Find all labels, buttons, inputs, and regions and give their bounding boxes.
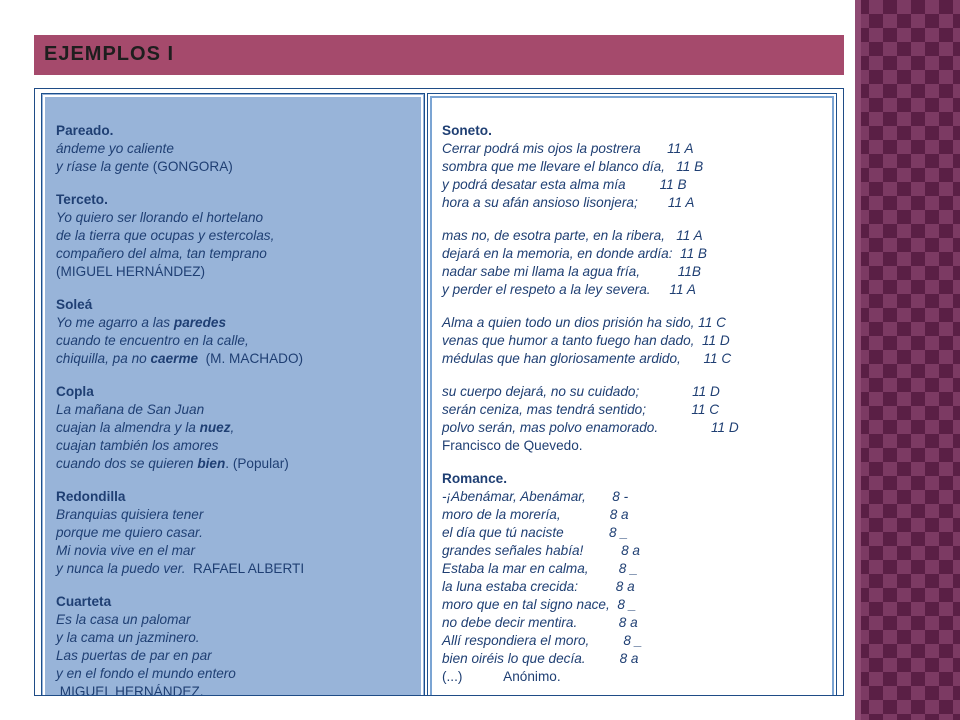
verse-line (442, 542, 830, 560)
stanza (56, 383, 418, 473)
verse-line (56, 158, 418, 176)
verse-segment: cuando te encuentro en la calle, (56, 333, 249, 348)
verse-segment: nadar sabe mi llama la agua fría, 11B (442, 264, 701, 279)
verse-line (56, 401, 418, 419)
verse-line (442, 419, 830, 437)
verse-segment: serán ceniza, mas tendrá sentido; 11 C (442, 402, 720, 417)
verse-segment: compañero del alma, tan temprano (56, 246, 267, 261)
verse-segment: sombra que me llevare el blanco día, 11 B (442, 159, 704, 174)
stanza-heading: Soneto. (442, 123, 492, 138)
stanza (56, 593, 418, 696)
verse-segment: Es la casa un palomar (56, 612, 191, 627)
emphasized-word: nuez (199, 420, 231, 435)
verse-line (442, 194, 830, 212)
stanza (442, 314, 830, 368)
verse-segment: su cuerpo dejará, no su cuidado; 11 D (442, 384, 720, 399)
verse-segment: cuando dos se quieren (56, 456, 198, 471)
stanza (56, 488, 418, 578)
verse-line (442, 281, 830, 299)
verse-segment: dejará en la memoria, en donde ardía: 11 B (442, 246, 707, 261)
verse-segment: -¡Abenámar, Abenámar, 8 - (442, 489, 629, 504)
verse-segment: moro de la morería, 8 a (442, 507, 629, 522)
verse-line (442, 245, 830, 263)
verse-line (442, 350, 830, 368)
verse-line (442, 401, 830, 419)
verse-segment: Yo quiero ser llorando el hortelano (56, 210, 264, 225)
verse-line (56, 524, 418, 542)
verse-segment: grandes señales había! 8 a (442, 543, 640, 558)
verse-segment: de la tierra que ocupas y estercolas, (56, 228, 275, 243)
verse-line (442, 383, 830, 401)
verse-segment: bien oiréis lo que decía. 8 a (442, 651, 639, 666)
verse-line (442, 263, 830, 281)
verse-segment: Anónimo. (462, 669, 561, 684)
verse-line (56, 560, 418, 578)
verse-segment: Allí respondiera el moro, 8 _ (442, 633, 643, 648)
verse-segment: Las puertas de par en par (56, 648, 212, 663)
stanza (442, 227, 830, 299)
emphasized-word: paredes (173, 315, 227, 330)
verse-line (56, 506, 418, 524)
verse-segment: no debe decir mentira. 8 a (442, 615, 638, 630)
verse-line (56, 227, 418, 245)
verse-segment: porque me quiero casar. (56, 525, 203, 540)
verse-line (442, 596, 830, 614)
verse-line (442, 524, 830, 542)
verse-line (442, 560, 830, 578)
verse-line (56, 665, 418, 683)
verse-line (442, 578, 830, 596)
stanza-heading: Cuarteta (56, 594, 112, 609)
verse-segment: (...) (442, 669, 463, 684)
verse-segment: mas no, de esotra parte, en la ribera, 11 A (442, 228, 703, 243)
verse-line (56, 419, 418, 437)
verse-segment: MIGUEL HERNÁNDEZ. (56, 684, 204, 696)
right-poem-text (442, 122, 830, 696)
stanza-heading: Soleá (56, 297, 93, 312)
stanza-heading: Terceto. (56, 192, 108, 207)
verse-segment: (GONGORA) (152, 159, 233, 174)
verse-line (56, 611, 418, 629)
verse-line (442, 140, 830, 158)
verse-line (56, 314, 418, 332)
verse-line (56, 263, 418, 281)
verse-segment: y ríase la gente (56, 159, 153, 174)
stanza-heading: Romance. (442, 471, 507, 486)
verse-segment: cuajan también los amores (56, 438, 219, 453)
verse-line (442, 632, 830, 650)
emphasized-word: caerme (150, 351, 199, 366)
verse-segment: Mi novia vive en el mar (56, 543, 196, 558)
verse-segment: médulas que han gloriosamente ardido, 11 C (442, 351, 732, 366)
stanza (442, 383, 830, 455)
stanza-heading: Copla (56, 384, 94, 399)
verse-line (56, 140, 418, 158)
verse-line (56, 542, 418, 560)
verse-segment: y la cama un jazminero. (56, 630, 200, 645)
verse-segment: (MIGUEL HERNÁNDEZ) (56, 264, 206, 279)
verse-line (56, 245, 418, 263)
verse-segment: , (230, 420, 235, 435)
verse-segment: la luna estaba crecida: 8 a (442, 579, 635, 594)
verse-segment: y podrá desatar esta alma mía 11 B (442, 177, 687, 192)
verse-line (442, 437, 830, 455)
verse-line (442, 332, 830, 350)
stanza-heading: Redondilla (56, 489, 126, 504)
verse-line (442, 158, 830, 176)
verse-line (442, 176, 830, 194)
left-poem-column (41, 93, 425, 696)
title-bar (34, 35, 844, 75)
stanza-heading: Pareado. (56, 123, 114, 138)
decorative-side-strip (855, 0, 960, 720)
stanza (442, 470, 830, 686)
verse-line (56, 647, 418, 665)
verse-segment: Branquias quisiera tener (56, 507, 204, 522)
verse-line (442, 227, 830, 245)
verse-line (442, 650, 830, 668)
verse-segment: Cerrar podrá mis ojos la postrera 11 A (442, 141, 694, 156)
verse-line (56, 629, 418, 647)
verse-line (56, 209, 418, 227)
verse-line (442, 668, 830, 686)
left-poem-text (56, 122, 418, 696)
emphasized-word: bien (197, 456, 226, 471)
verse-segment: (M. MACHADO) (198, 351, 304, 366)
stanza (56, 122, 418, 176)
verse-segment: Alma a quien todo un dios prisión ha sido, 11 C (442, 315, 726, 330)
verse-segment: Francisco de Quevedo. (442, 438, 583, 453)
verse-segment: y perder el respeto a la ley severa. 11 A (442, 282, 696, 297)
verse-segment: cuajan la almendra y la (56, 420, 200, 435)
verse-segment: chiquilla, pa no (56, 351, 151, 366)
verse-line (442, 314, 830, 332)
poem-examples-image (34, 88, 844, 696)
stanza (56, 296, 418, 368)
verse-segment: La mañana de San Juan (56, 402, 205, 417)
verse-segment: Yo me agarro a las (56, 315, 174, 330)
right-poem-column (427, 93, 837, 696)
verse-segment: y nunca la puedo ver. (56, 561, 194, 576)
verse-segment: hora a su afán ansioso lisonjera; 11 A (442, 195, 695, 210)
verse-segment: Estaba la mar en calma, 8 _ (442, 561, 638, 576)
verse-line (56, 350, 418, 368)
stanza (442, 122, 830, 212)
stanza (56, 191, 418, 281)
verse-segment: RAFAEL ALBERTI (193, 561, 305, 576)
verse-segment: el día que tú naciste 8 _ (442, 525, 628, 540)
verse-line (442, 506, 830, 524)
slide-title: EJEMPLOS I (44, 43, 175, 65)
verse-segment: ándeme yo caliente (56, 141, 174, 156)
verse-line (56, 683, 418, 696)
verse-segment: . (Popular) (225, 456, 289, 471)
verse-line (442, 488, 830, 506)
verse-line (56, 455, 418, 473)
verse-line (442, 614, 830, 632)
verse-segment: y en el fondo el mundo entero (56, 666, 236, 681)
verse-segment: venas que humor a tanto fuego han dado, 11 D (442, 333, 730, 348)
verse-line (56, 437, 418, 455)
verse-line (56, 332, 418, 350)
verse-segment: polvo serán, mas polvo enamorado. 11 D (442, 420, 739, 435)
verse-segment: moro que en tal signo nace, 8 _ (442, 597, 637, 612)
